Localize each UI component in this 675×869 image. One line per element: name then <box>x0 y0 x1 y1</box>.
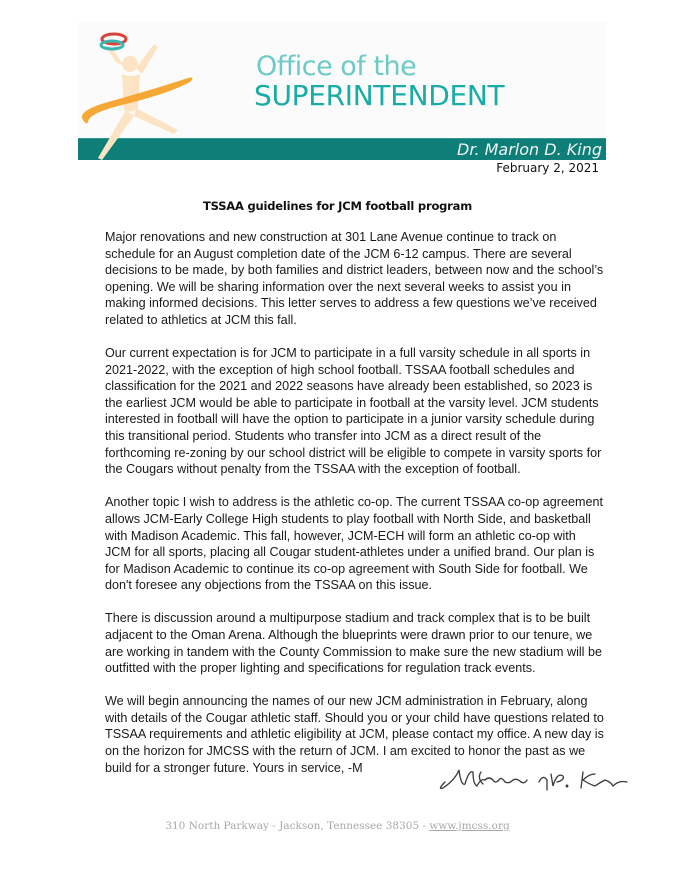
paragraph-co-op: Another topic I wish to address is the athletic co-op. The current TSSAA co-op agreement allows JCM-Early College High students to play football with North Side, and basketball with Madison Academic. This fall, however, JCM-ECH will form an athletic co-op with JCM for all sports, placing all Cougar student-athletes under a unified brand. Our plan is for Madison Academic to continue its co-op agreement with South Side for football. We don't foresee any objections from the TSSAA on this issue. <box>105 495 603 593</box>
paragraph-renovations: Major renovations and new construction at 301 Lane Avenue continue to track on schedule for an August completion date of the JCM 6-12 campus. There are several decisions to be made, by both families and district leaders, between now and the school’s opening. We will be sharing information over the next several weeks to assist you in making informed decisions. This letter serves to address a few questions we’ve received related to athletics at JCM this fall. <box>105 230 604 327</box>
footer <box>0 820 675 832</box>
paragraph-stadium: There is discussion around a multipurpose stadium and track complex that is to be built adjacent to the Oman Arena. Although the blueprints were drawn prior to our tenure, we are working in tandem with the County Commission to make sure the new stadium will be outfitted with the proper lighting and specifications for regulation track events. <box>105 611 602 676</box>
document-title: TSSAA guidelines for JCM football program <box>203 199 472 213</box>
office-title-line: Office of the <box>256 51 417 82</box>
superintendent-name: Dr. Marlon D. King <box>457 140 602 159</box>
paragraph-closing: We will begin announcing the names of our new JCM administration in February, along with details of the Cougar athletic staff. Should you or your child have questions related to TSSAA requirements and athletic eligibility at JCM, please contact my office. A new day is on the horizon for JMCSS with the return of JCM. I am excited to honor the past as we build for a stronger future. Yours in service, -M <box>105 694 604 775</box>
footer-address: 310 North Parkway - Jackson, Tennessee 38305 - <box>165 820 430 832</box>
letter-body <box>105 229 605 793</box>
letterhead <box>78 22 606 160</box>
superintendent-title-line: SUPERINTENDENT <box>254 79 505 112</box>
paragraph-varsity-expectation: Our current expectation is for JCM to participate in a full varsity schedule in all sports in 2021-2022, with the exception of high school football. TSSAA football schedules and classification for the 2021 and 2022 seasons have already been established, so 2023 is the earliest JCM would be able to participate in football at the varsity level. JCM students interested in football will have the option to participate in a junior varsity schedule during this transitional period. Students who transfer into JCM as a direct result of the forthcoming re-zoning by our school district will be eligible to compete in varsity sports for the Cougars without penalty from the TSSAA with the exception of football. <box>105 346 602 477</box>
superintendent-figure-logo-icon <box>78 22 193 172</box>
handwritten-signature-icon <box>415 760 645 798</box>
letter-date: February 2, 2021 <box>496 161 599 175</box>
website-link[interactable]: www.jmcss.org <box>429 820 510 832</box>
